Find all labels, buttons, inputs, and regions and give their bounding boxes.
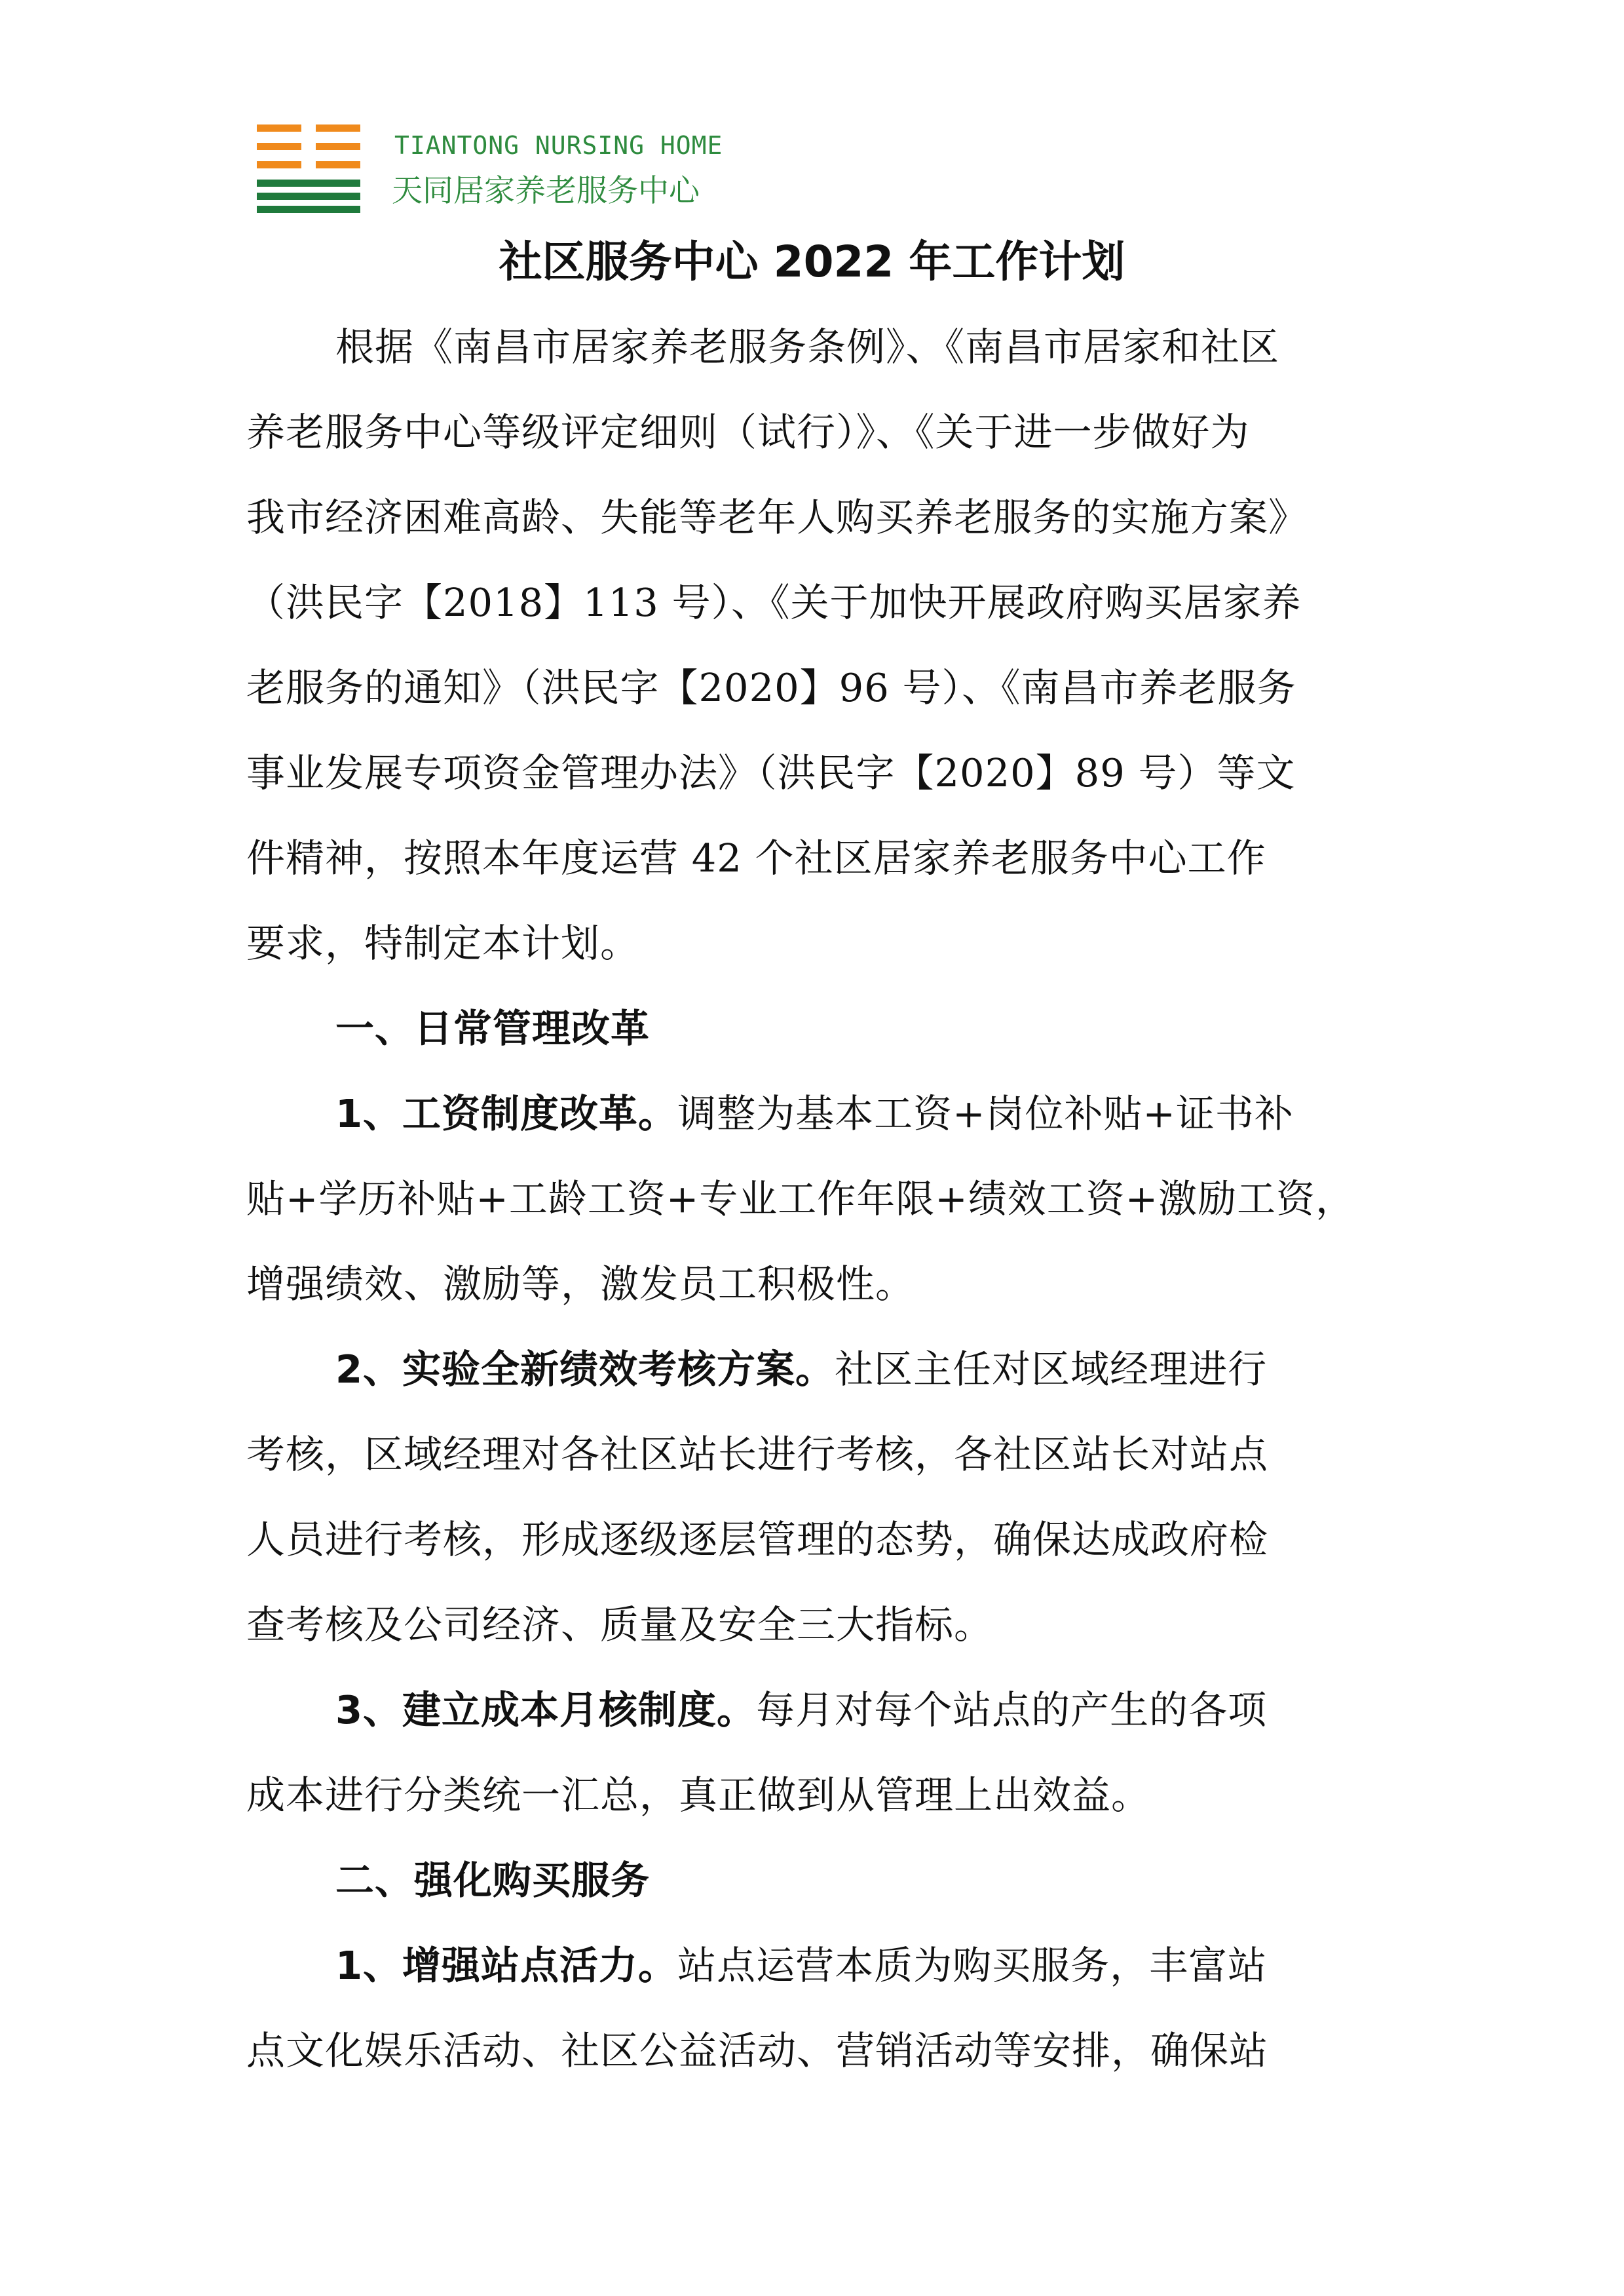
logo-english-name: TIANTONG NURSING HOME <box>394 131 723 160</box>
paragraph-line: 成本进行分类统一汇总，真正做到从管理上出效益。 <box>246 1772 1151 1818</box>
paragraph-line: 贴+学历补贴+工龄工资+专业工作年限+绩效工资+激励工资， <box>246 1176 1355 1221</box>
paragraph-line: 增强绩效、激励等，激发员工积极性。 <box>246 1261 915 1307</box>
document-title: 社区服务中心 2022 年工作计划 <box>499 237 1125 287</box>
logo-trigram-icon <box>257 124 362 213</box>
item-title: 3、建立成本月核制度。 <box>335 1687 757 1732</box>
paragraph-line: 人员进行考核，形成逐级逐层管理的态势，确保达成政府检 <box>246 1517 1269 1562</box>
intro-line: 老服务的通知》（洪民字【2020】96 号）、《南昌市养老服务 <box>246 665 1296 710</box>
logo-chinese-name: 天同居家养老服务中心 <box>392 173 700 209</box>
item-text: 调整为基本工资+岗位补贴+证书补 <box>677 1091 1294 1136</box>
item-text: 每月对每个站点的产生的各项 <box>756 1687 1268 1732</box>
section-heading-1: 一、日常管理改革 <box>335 1006 651 1051</box>
paragraph-line: 考核，区域经理对各社区站长进行考核，各社区站长对站点 <box>246 1432 1269 1477</box>
intro-line: 要求，特制定本计划。 <box>246 921 640 966</box>
logo <box>257 124 755 216</box>
paragraph-line: 点文化娱乐活动、社区公益活动、营销活动等安排，确保站 <box>246 2028 1269 2073</box>
paragraph-line <box>335 1940 1267 1992</box>
paragraph-line: 查考核及公司经济、质量及安全三大指标。 <box>246 1602 994 1647</box>
intro-line: 我市经济困难高龄、失能等老年人购买养老服务的实施方案》 <box>246 495 1308 540</box>
intro-line: 件精神，按照本年度运营 42 个社区居家养老服务中心工作 <box>246 835 1266 881</box>
item-title: 1、工资制度改革。 <box>335 1091 678 1136</box>
item-text: 站点运营本质为购买服务，丰富站 <box>677 1943 1268 1988</box>
intro-line: 事业发展专项资金管理办法》（洪民字【2020】89 号）等文 <box>246 750 1296 795</box>
item-text: 社区主任对区域经理进行 <box>835 1347 1268 1392</box>
item-title: 2、实验全新绩效考核方案。 <box>335 1347 835 1392</box>
paragraph-line <box>335 1343 1267 1396</box>
paragraph-line <box>335 1088 1294 1140</box>
intro-line: 根据《南昌市居家养老服务条例》、《南昌市居家和社区 <box>335 324 1280 370</box>
item-title: 1、增强站点活力。 <box>335 1943 678 1988</box>
intro-line: 养老服务中心等级评定细则（试行）》、《关于进一步做好为 <box>246 410 1250 455</box>
intro-line: （洪民字【2018】113 号）、《关于加快开展政府购买居家养 <box>246 580 1302 625</box>
paragraph-line <box>335 1684 1267 1736</box>
section-heading-2: 二、强化购买服务 <box>335 1858 651 1903</box>
